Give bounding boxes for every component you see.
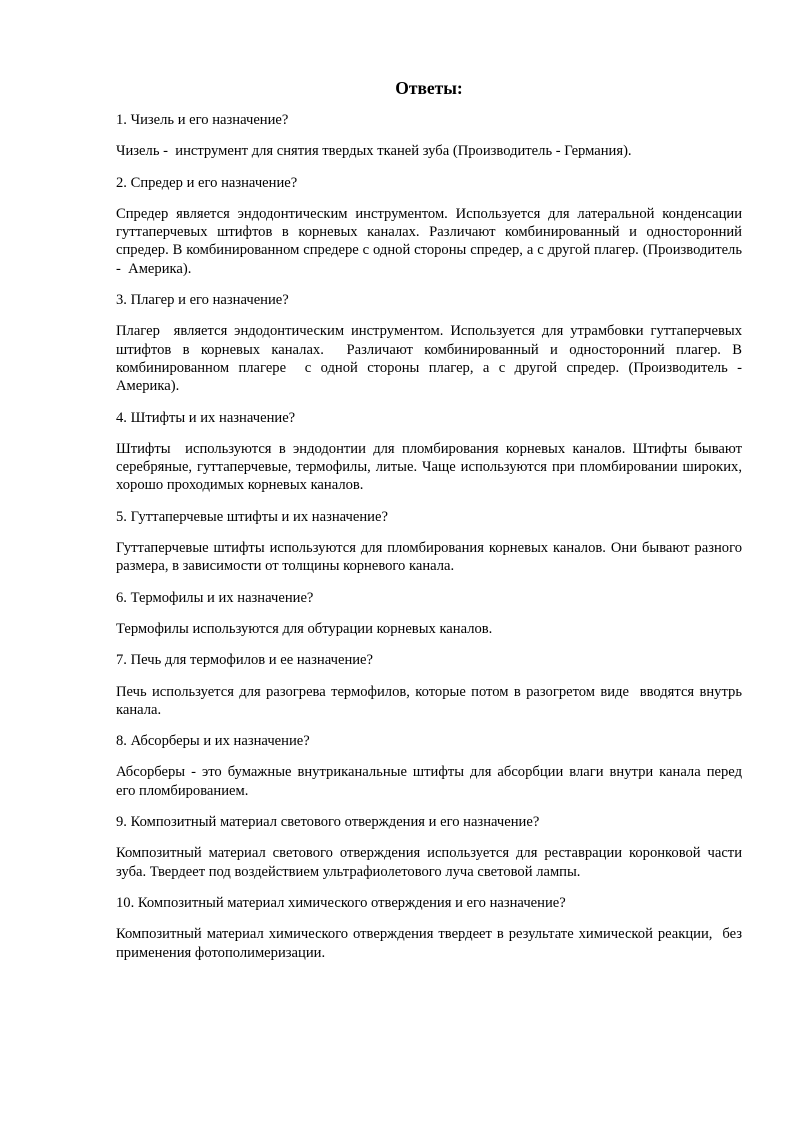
question-6: 6. Термофилы и их назначение? xyxy=(116,589,314,606)
answer-6: Термофилы используются для обтурации корневых каналов. xyxy=(116,620,493,637)
answer-4: Штифты используются в эндодонтии для пломбирования корневых каналов. Штифты бывают серебряные, гуттаперчевые, термофилы, литые. Чаще используются при пломбировании широких, хорошо проходимых корневых каналов. xyxy=(116,440,746,494)
question-9: 9. Композитный материал светового отверждения и его назначение? xyxy=(116,814,540,831)
document-body xyxy=(116,78,750,975)
question-8: 8. Абсорберы и их назначение? xyxy=(116,733,310,750)
answer-1: Чизель - инструмент для снятия твердых тканей зуба (Производитель - Германия). xyxy=(116,143,632,160)
page-title: Ответы: xyxy=(395,78,463,98)
question-4: 4. Штифты и их назначение? xyxy=(116,409,296,426)
question-7: 7. Печь для термофилов и ее назначение? xyxy=(116,652,374,669)
question-1: 1. Чизель и его назначение? xyxy=(116,112,289,128)
answer-2: Спредер является эндодонтическим инструментом. Используется для латеральной конденсации гуттаперчевых штифтов в корневых каналах. Различают комбинированный и односторонний спредер. В комбинированном спредере с одной стороны спредер, а с другой плагер. (Производитель - Америка). xyxy=(116,205,746,277)
question-10: 10. Композитный материал химического отверждения и его назначение? xyxy=(116,894,566,911)
answer-8: Абсорберы - это бумажные внутриканальные штифты для абсорбции влаги внутри канала перед его пломбированием. xyxy=(116,764,750,799)
answer-10: Композитный материал химического отверждения твердеет в результате химической реакции, без применения фотополимеризации. xyxy=(116,926,746,961)
question-5: 5. Гуттаперчевые штифты и их назначение? xyxy=(116,508,388,525)
answer-7: Печь используется для разогрева термофилов, которые потом в разогретом виде вводятся внутрь канала. xyxy=(116,683,746,718)
answer-5: Гуттаперчевые штифты используются для пломбирования корневых каналов. Они бывают разного размера, в зависимости от толщины корневого канала. xyxy=(116,540,746,575)
answer-9: Композитный материал светового отверждения используется для реставрации коронковой части зуба. Твердеет под воздействием ультрафиолетового луча световой лампы. xyxy=(116,845,746,880)
question-2: 2. Спредер и его назначение? xyxy=(116,174,298,191)
question-3: 3. Плагер и его назначение? xyxy=(116,292,289,309)
answer-3: Плагер является эндодонтическим инструментом. Используется для утрамбовки гуттаперчевых штифтов в корневых каналах. Различают комбинированный и односторонний плагер. В комбинированном плагере с одной стороны плагер, а с другой спредер. (Производитель - Америка). xyxy=(116,323,750,395)
